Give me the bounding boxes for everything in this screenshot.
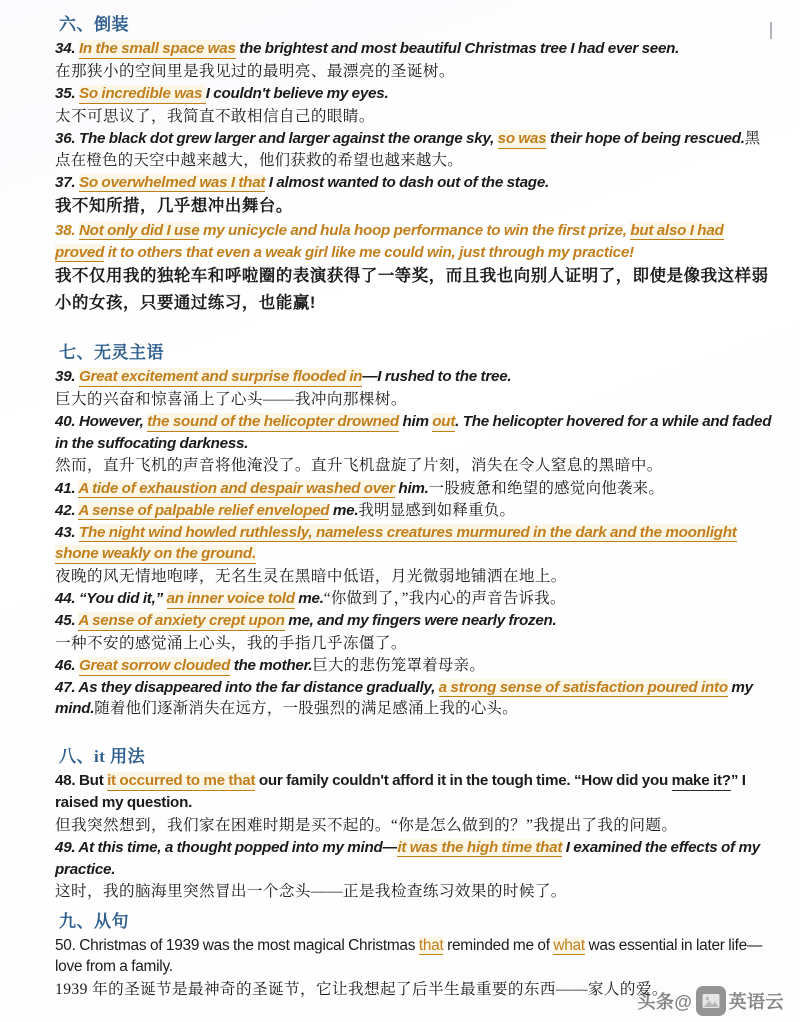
- sentence-text: “You did it,”: [78, 590, 167, 608]
- sentence-text: was essential in later life—love from a family.: [55, 936, 763, 976]
- document-content: [55, 14, 772, 1002]
- entry-number: 49.: [55, 838, 76, 856]
- sentence-text: him.: [394, 479, 429, 497]
- entry-english-45: [55, 610, 772, 632]
- entry-number: 44.: [55, 590, 76, 608]
- section-spacer: [55, 904, 772, 911]
- highlighted-phrase: A tide of exhaustion and despair washed over: [78, 479, 395, 497]
- entry-number: 41.: [55, 479, 76, 497]
- section-heading-inversion: 六、倒装: [59, 15, 129, 34]
- entry-translation-inline: 我明显感到如释重负。: [358, 501, 516, 519]
- entry-number: 35.: [55, 85, 76, 103]
- highlighted-phrase: In the small space was: [78, 40, 236, 58]
- sentence-text: The black dot grew larger and larger against the orange sky,: [78, 130, 498, 148]
- highlighted-phrase: it occurred to me that: [107, 772, 256, 790]
- highlighted-phrase: A sense of palpable relief enveloped: [78, 501, 330, 519]
- underlined-phrase: make it?: [671, 772, 731, 790]
- entry-english-47: [55, 677, 772, 720]
- sentence-text: I examined the effects of my practice.: [55, 838, 760, 878]
- highlighted-phrase: A sense of anxiety crept upon: [78, 612, 285, 630]
- entry-translation: 太不可思议了，我简直不敢相信自己的眼睛。: [55, 107, 375, 125]
- highlighted-phrase: Great excitement and surprise flooded in: [78, 368, 363, 386]
- sentence-text: me.: [294, 590, 324, 608]
- entry-translation-inline: “你做到了，”我内心的声音告诉我。: [323, 590, 566, 608]
- entry-english-48: [55, 770, 772, 813]
- entry-english-35: [55, 83, 772, 105]
- sentence-text: I almost wanted to dash out of the stage.: [265, 173, 549, 191]
- entry-english-34: [55, 38, 772, 60]
- watermark-prefix: 头条@: [637, 992, 693, 1012]
- sentence-text: the brightest and most beautiful Christmas tree I had ever seen.: [235, 40, 680, 58]
- section-spacer: [55, 720, 772, 746]
- sentence-text: me, and my fingers were nearly frozen.: [284, 612, 557, 630]
- watermark-suffix: 英语云: [728, 992, 784, 1012]
- entry-english-40: [55, 411, 772, 454]
- entry-number: 47.: [55, 678, 76, 696]
- entry-english-44: [55, 588, 772, 610]
- sentence-text: . The helicopter hovered for a while and faded in the suffocating darkness.: [55, 413, 772, 452]
- highlighted-phrase: what: [553, 936, 585, 954]
- section-heading-inanimate-subject: 七、无灵主语: [59, 343, 164, 363]
- highlighted-phrase: Great sorrow clouded: [78, 657, 231, 674]
- sentence-text: I couldn't believe my eyes.: [205, 85, 389, 103]
- section-spacer: [55, 316, 772, 342]
- entry-number: 50.: [55, 936, 76, 954]
- entry-number: 42.: [55, 501, 76, 519]
- entry-number: 39.: [55, 368, 76, 386]
- entry-number: 43.: [55, 523, 76, 541]
- entry-english-46: [55, 655, 772, 677]
- section-heading-it-usage: 八、it 用法: [59, 747, 146, 767]
- sentence-text: At this time, a thought popped into my mind—: [78, 838, 398, 856]
- sentence-text: me.: [329, 501, 359, 519]
- entry-english-39: [55, 366, 772, 388]
- entry-translation: 我不知所措，几乎想冲出舞台。: [55, 197, 293, 216]
- entry-number: 34.: [55, 40, 76, 58]
- entry-english-50: [55, 935, 772, 979]
- section-heading-clauses: 九、从句: [59, 911, 129, 931]
- entry-english-38: [55, 220, 772, 263]
- sentence-text: my mind.: [55, 678, 753, 718]
- sentence-text: ” I raised my question.: [55, 772, 746, 811]
- highlighted-phrase: so was: [497, 130, 547, 148]
- entry-number: 37.: [55, 173, 76, 191]
- sentence-text: it to others that even a weak girl like me could win, just through my practice!: [104, 243, 634, 261]
- sentence-text: my unicycle and hula hoop performance to win the first prize,: [199, 221, 631, 239]
- sentence-text: their hope of being rescued.: [546, 130, 745, 148]
- entry-translation: 一种不安的感觉涌上心头，我的手指几乎冻僵了。: [55, 634, 407, 652]
- sentence-text: But: [78, 772, 108, 790]
- entry-english-36: [55, 128, 772, 172]
- highlighted-phrase: Not only did I use: [78, 221, 200, 239]
- entry-translation-inline: 随着他们逐渐消失在远方，一股强烈的满足感涌上我的心头。: [94, 700, 518, 718]
- entry-translation: 巨大的兴奋和惊喜涌上了心头——我冲向那棵树。: [55, 390, 407, 408]
- entry-english-49: [55, 837, 772, 880]
- sentence-text: our family couldn't afford it in the tough time. “How did you: [255, 772, 672, 790]
- entry-translation: 在那狭小的空间里是我见过的最明亮、最漂亮的圣诞树。: [55, 62, 455, 80]
- highlighted-phrase: the sound of the helicopter drowned: [147, 413, 399, 431]
- entry-number: 36.: [55, 130, 76, 148]
- entry-number: 40.: [55, 413, 76, 431]
- highlighted-phrase: a strong sense of satisfaction poured into: [438, 678, 728, 696]
- entry-translation: 然而，直升飞机的声音将他淹没了。直升飞机盘旋了片刻，消失在令人窒息的黑暗中。: [55, 457, 663, 475]
- sentence-text: the mother.: [230, 657, 313, 674]
- entry-translation-inline: 黑点在橙色的天空中越来越大，他们获救的希望也越来越大。: [55, 130, 761, 169]
- entry-number: 48.: [55, 772, 76, 790]
- entry-number: 45.: [55, 612, 76, 630]
- sentence-text: As they disappeared into the far distance gradually,: [78, 678, 439, 696]
- scan-tick-icon: [770, 22, 772, 39]
- highlighted-phrase: that: [418, 936, 444, 954]
- entry-english-37: [55, 172, 772, 194]
- entry-english-41: [55, 478, 772, 500]
- highlighted-phrase: an inner voice told: [166, 590, 295, 608]
- highlighted-phrase: it was the high time that: [397, 838, 563, 856]
- entry-english-42: [55, 500, 772, 522]
- entry-number: 46.: [55, 657, 76, 674]
- entry-translation: 但我突然想到，我们家在困难时期是买不起的。“你是怎么做到的？”我提出了我的问题。: [55, 816, 678, 834]
- entry-translation: 这时，我的脑海里突然冒出一个念头——正是我检查练习效果的时候了。: [55, 883, 567, 901]
- highlighted-phrase: but also I had proved: [55, 221, 724, 261]
- entry-translation: 夜晚的风无情地咆哮，无名生灵在黑暗中低语，月光微弱地铺洒在地上。: [55, 567, 567, 585]
- highlighted-phrase: So overwhelmed was I that: [78, 173, 266, 191]
- entry-translation: 1939 年的圣诞节是最神奇的圣诞节，它让我想起了后半生最重要的东西——家人的爱。: [55, 981, 668, 999]
- sentence-text: —I rushed to the tree.: [362, 368, 512, 386]
- sentence-text: Christmas of 1939 was the most magical Christmas: [79, 936, 419, 954]
- entry-translation: 我不仅用我的独轮车和呼啦圈的表演获得了一等奖，而且我也向别人证明了，即使是像我这样弱小的女孩，只要通过练习，也能赢!: [55, 267, 769, 312]
- sentence-text: However,: [78, 413, 148, 431]
- entry-english-43: [55, 522, 772, 565]
- sentence-text: him: [398, 413, 433, 431]
- entry-number: 38.: [55, 221, 76, 239]
- highlighted-phrase: The night wind howled ruthlessly, nameless creatures murmured in the dark and the moonlight shone weakly on the ground.: [55, 523, 737, 563]
- highlighted-phrase: So incredible was: [78, 85, 206, 103]
- sentence-text: reminded me of: [443, 936, 554, 954]
- entry-translation-inline: 一股疲惫和绝望的感觉向他袭来。: [428, 479, 665, 497]
- highlighted-phrase: out: [432, 413, 456, 431]
- entry-translation-inline: 巨大的悲伤笼罩着母亲。: [312, 657, 486, 674]
